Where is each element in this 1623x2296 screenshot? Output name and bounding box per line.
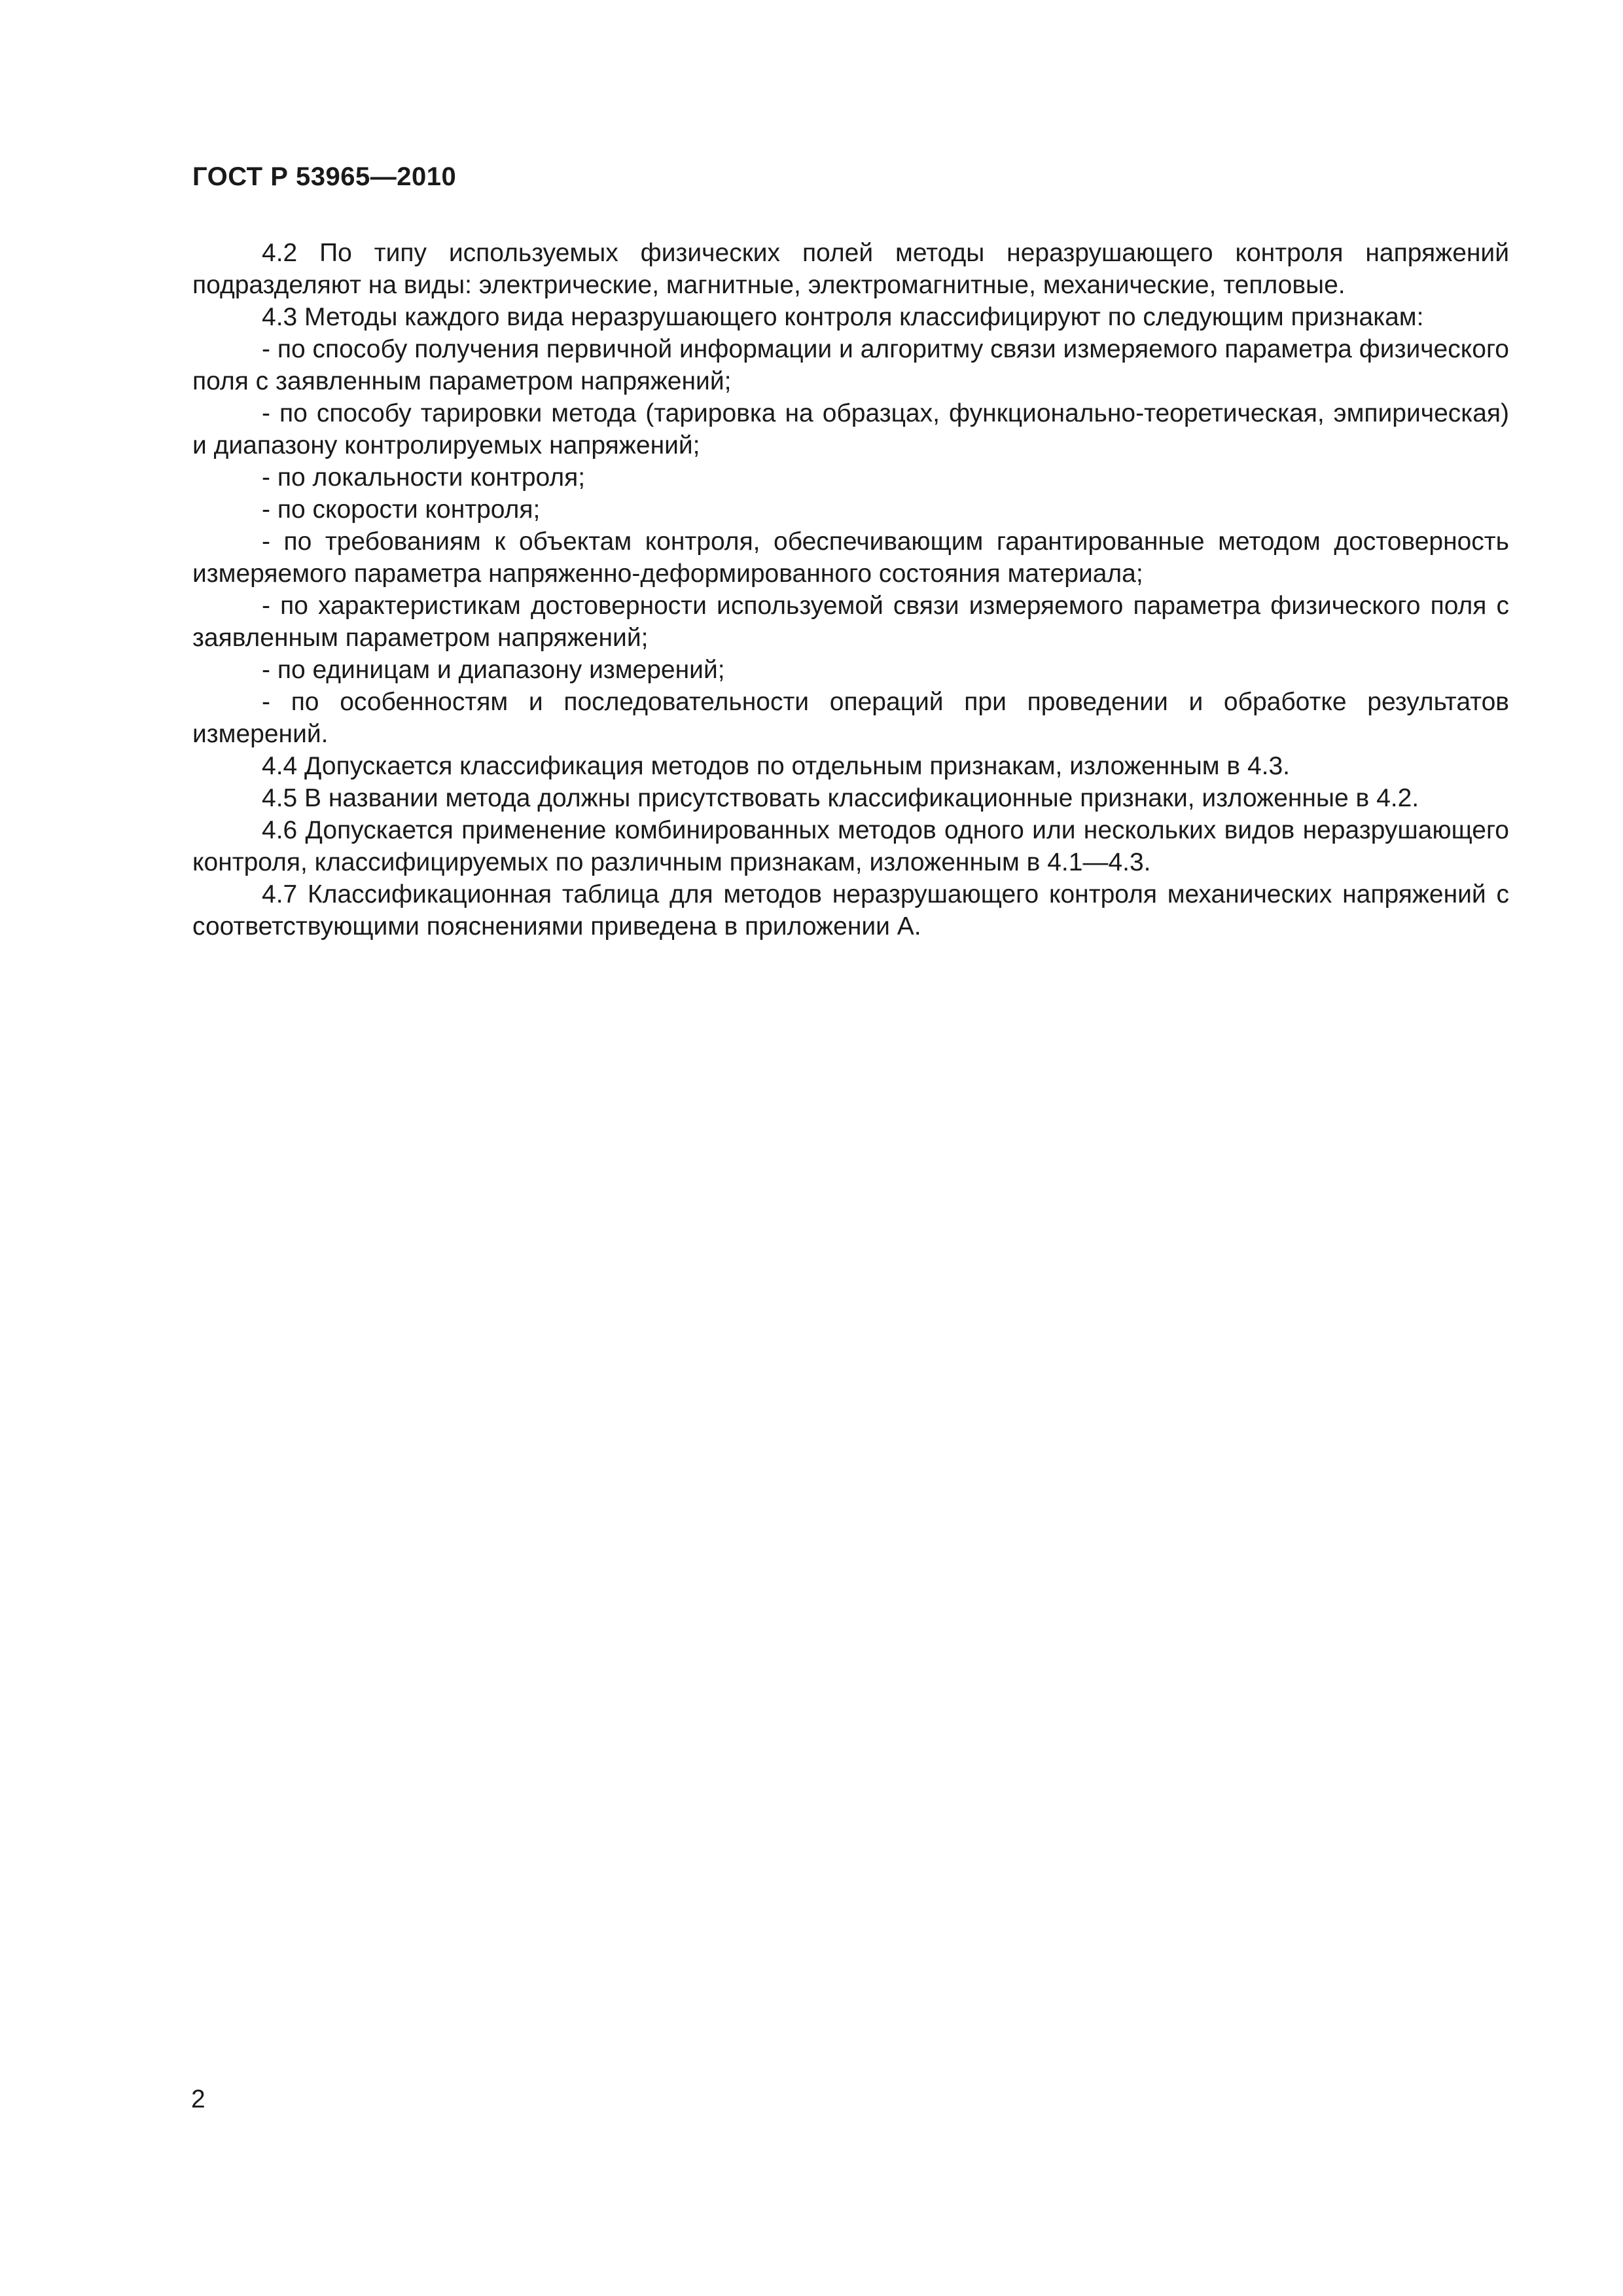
paragraph-4-3: 4.3 Методы каждого вида неразрушающего контроля классифицируют по следующим признакам: — [262, 303, 1424, 331]
document-body — [192, 237, 1509, 942]
paragraph-4-6: 4.6 Допускается применение комбинированных методов одного или нескольких видов неразрушающего контроля, классифицируемых по различным признакам, изложенным в 4.1—4.3. — [192, 816, 1509, 876]
paragraph-4-2: 4.2 По типу используемых физических полей методы неразрушающего контроля напряжений подразделяют на виды: электрические, магнитные, электромагнитные, механические, тепловые. — [192, 239, 1509, 299]
paragraph-4-5: 4.5 В названии метода должны присутствовать классификационные признаки, изложенные в 4.2. — [262, 784, 1419, 812]
list-item-calibration: - по способу тарировки метода (тарировка на образцах, функционально-теоретическая, эмпирическая) и диапазону контролируемых напряжений; — [192, 399, 1509, 459]
list-item-units-range: - по единицам и диапазону измерений; — [262, 656, 725, 684]
page-number: 2 — [191, 2085, 205, 2113]
list-item-primary-information: - по способу получения первичной информации и алгоритму связи измеряемого параметра физического поля с заявленным параметром напряжений; — [192, 335, 1509, 395]
paragraph-4-7: 4.7 Классификационная таблица для методов неразрушающего контроля механических напряжений с соответствующими пояснениями приведена в приложении А. — [192, 880, 1509, 941]
list-item-operations: - по особенностям и последовательности операций при проведении и обработке результатов измерений. — [192, 688, 1509, 748]
list-item-speed: - по скорости контроля; — [262, 495, 541, 524]
list-item-reliability: - по характеристикам достоверности используемой связи измеряемого параметра физического поля с заявленным параметром напряжений; — [192, 592, 1509, 652]
list-item-object-requirements: - по требованиям к объектам контроля, обеспечивающим гарантированные методом достоверность измеряемого параметра напряженно-деформированного состояния материала; — [192, 528, 1509, 588]
document-header: ГОСТ Р 53965—2010 — [192, 162, 457, 191]
list-item-locality: - по локальности контроля; — [262, 463, 586, 492]
paragraph-4-4: 4.4 Допускается классификация методов по отдельным признакам, изложенным в 4.3. — [262, 752, 1291, 780]
